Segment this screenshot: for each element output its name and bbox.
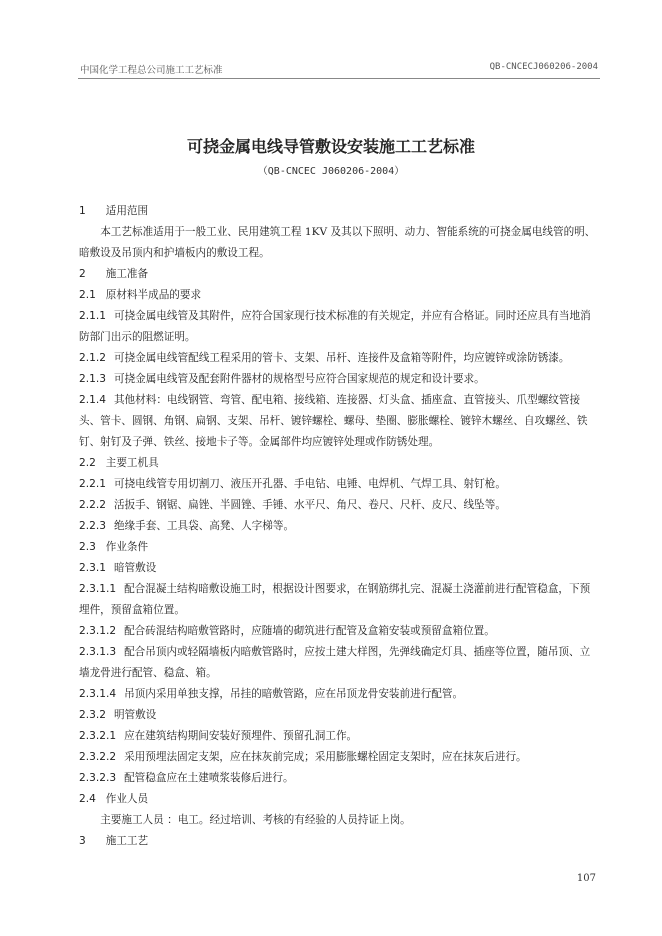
section-number: 2.3.1.4 [79,688,117,700]
header-rule [78,78,600,79]
paragraph [79,810,599,831]
section-number: 2.3.1.2 [79,625,117,637]
paragraph [79,222,599,264]
paragraph-text: 应在建筑结构期间安装好预埋件、预留孔洞工作。 [124,730,358,742]
page-number: 107 [576,873,596,884]
section-number: 1 [79,205,86,217]
section-number: 2.1.3 [79,373,106,385]
paragraph-text: 吊顶内采用单独支撑，吊挂的暗敷管路，应在吊顶龙骨安装前进行配管。 [124,688,464,700]
paragraph [79,453,599,474]
paragraph [79,621,599,642]
document-body [79,201,599,852]
paragraph-text: 明管敷设 [113,709,157,721]
paragraph [79,558,599,579]
section-heading: 原材料半成品的要求 [105,289,202,301]
section-number: 2.3.1 [79,562,106,574]
paragraph [79,264,599,285]
section-number: 2.3 [79,541,96,553]
paragraph [79,285,599,306]
section-heading: 施工工艺 [105,835,149,847]
section-number: 2 [79,268,86,280]
paragraph-text: 配合吊顶内或轻隔墙板内暗敷管路时，应按土建大样图，先弹线确定灯具、插座等位置，随吊顶、立墙龙骨进行配管、稳盒、箱。 [79,646,591,679]
paragraph [79,726,599,747]
section-heading: 施工准备 [105,268,149,280]
section-number: 2.3.1.1 [79,583,117,595]
paragraph-text: 主要施工人员 ：电工。经过培训、考核的有经验的人员持证上岗。 [100,814,411,826]
paragraph [79,642,599,684]
running-header-right: QB-CNCECJ060206-2004 [489,62,598,72]
section-number: 3 [79,835,86,847]
paragraph-text: 采用预埋法固定支架，应在抹灰前完成；采用膨胀螺栓固定支架时，应在抹灰后进行。 [124,751,527,763]
paragraph-text: 配合砖混结构暗敷管路时，应随墙的砌筑进行配管及盒箱安装或预留盒箱位置。 [124,625,495,637]
document-subtitle: （QB-CNCEC J060206-2004） [257,166,405,177]
section-number: 2.1.4 [79,394,106,406]
section-number: 2.2.2 [79,499,106,511]
document-title: 可挠金属电线导管敷设安装施工工艺标准 [186,137,475,156]
section-heading: 作业条件 [105,541,149,553]
paragraph [79,495,599,516]
section-number: 2.1 [79,289,96,301]
paragraph [79,789,599,810]
running-header-left: 中国化学工程总公司施工工艺标准 [80,65,223,76]
paragraph [79,747,599,768]
section-number: 2.2.1 [79,478,106,490]
section-number: 2.3.2.3 [79,772,117,784]
paragraph-text: 可挠金属电线管配线工程采用的管卡、支架、吊杆、连接件及盒箱等附件，均应镀锌或涂防锈漆。 [113,352,570,364]
paragraph [79,684,599,705]
section-heading: 作业人员 [105,793,149,805]
section-number: 2.3.1.3 [79,646,117,658]
paragraph-text: 活扳手、钢锯、扁锉、半圆锉、手锤、水平尺、角尺、卷尺、尺杆、皮尺、线坠等。 [113,499,506,511]
paragraph [79,474,599,495]
paragraph-text: 本工艺标准适用于一般工业、民用建筑工程 1KV 及其以下照明、动力、智能系统的可挠金属电线管的明、暗敷设及吊顶内和护墙板内的敷设工程。 [79,226,596,259]
section-number: 2.3.2 [79,709,106,721]
paragraph [79,516,599,537]
paragraph-text: 暗管敷设 [113,562,157,574]
paragraph [79,537,599,558]
paragraph-text: 配合混凝土结构暗敷设施工时，根据设计图要求，在钢筋绑扎完、混凝土浇灌前进行配管稳盒，下预埋件，预留盒箱位置。 [79,583,591,616]
paragraph [79,579,599,621]
paragraph [79,201,599,222]
section-number: 2.3.2.1 [79,730,117,742]
section-number: 2.1.2 [79,352,106,364]
section-number: 2.2 [79,457,96,469]
paragraph [79,390,599,453]
paragraph [79,369,599,390]
section-number: 2.2.3 [79,520,106,532]
section-number: 2.4 [79,793,96,805]
paragraph-text: 可挠金属电线管及其附件，应符合国家现行技术标准的有关规定，并应有合格证。同时还应具有当地消防部门出示的阻燃证明。 [79,310,591,343]
paragraph [79,348,599,369]
paragraph [79,306,599,348]
paragraph-text: 绝缘手套、工具袋、高凳、人字梯等。 [113,520,295,532]
paragraph [79,705,599,726]
section-heading: 主要工机具 [105,457,159,469]
paragraph [79,768,599,789]
section-number: 2.3.2.2 [79,751,117,763]
section-heading: 适用范围 [105,205,149,217]
paragraph-text: 可挠电线管专用切割刀、液压开孔器、手电钻、电锤、电焊机、气焊工具、射钉枪。 [113,478,506,490]
paragraph [79,831,599,852]
paragraph-text: 配管稳盒应在土建喷浆装修后进行。 [124,772,294,784]
section-number: 2.1.1 [79,310,106,322]
paragraph-text: 其他材料：电线钢管、弯管、配电箱、接线箱、连接器、灯头盒、插座盒、直管接头、爪型螺纹管接头、管卡、圆钢、角钢、扁钢、支架、吊杆、镀锌螺栓、螺母、垫圈、膨胀螺栓、镀锌木螺丝、自攻螺丝、铁钉、射钉及子弹、铁丝、接地卡子等。金属部件均应镀锌处理或作防锈处理。 [79,394,588,448]
paragraph-text: 可挠金属电线管及配套附件器材的规格型号应符合国家规范的规定和设计要求。 [113,373,485,385]
